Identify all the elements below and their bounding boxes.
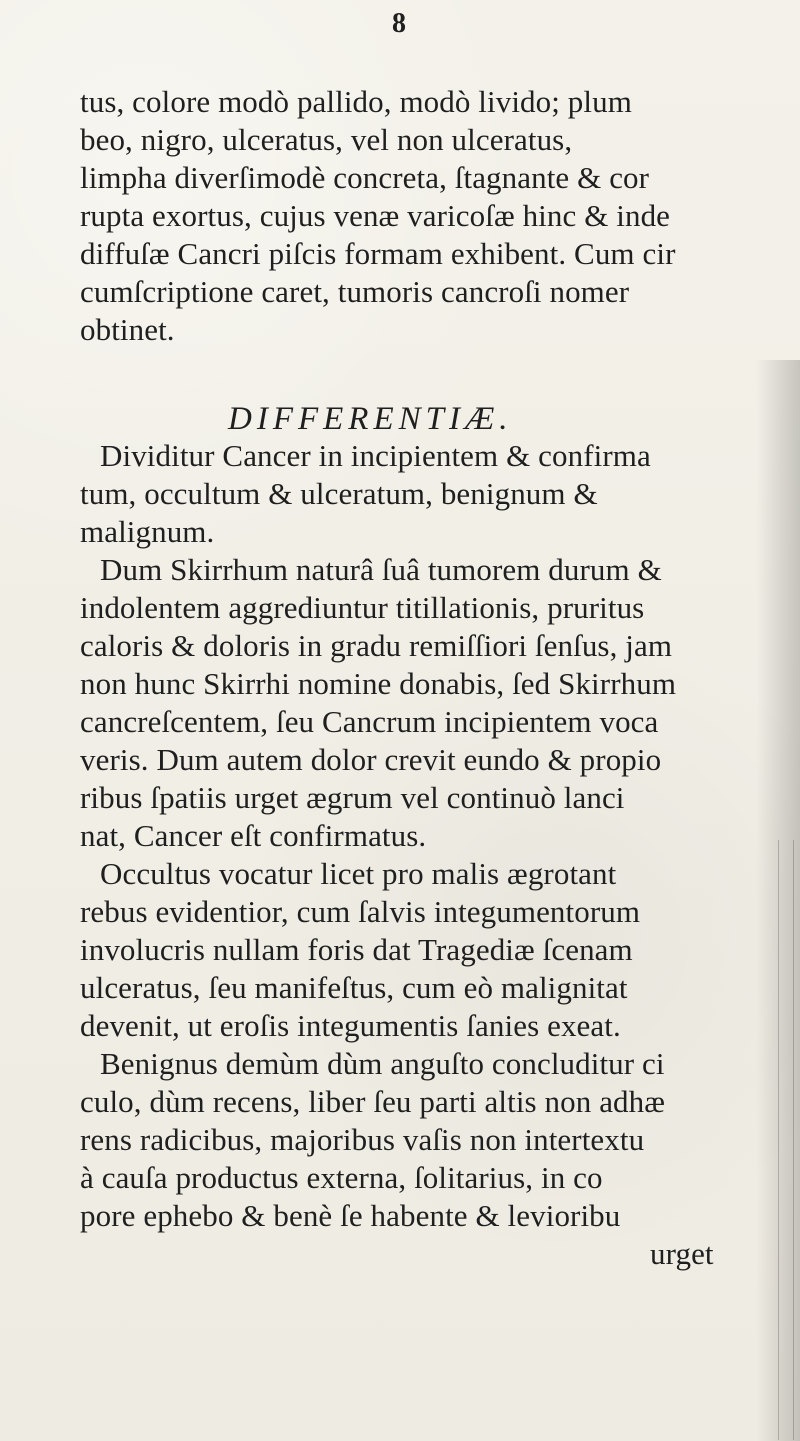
text-line-6: cumſcriptione caret, tumoris cancroſi nomer <box>80 274 630 309</box>
text-line-28: pore ephebo & benè ſe habente & levioribu <box>80 1198 621 1233</box>
text-line-2: beo, nigro, ulceratus, vel non ulceratus, <box>80 122 573 157</box>
text-line-10: malignum. <box>80 514 215 549</box>
text-line-14: non hunc Skirrhi nomine donabis, ſed Skirrhum <box>80 666 677 701</box>
text-line-17: ribus ſpatiis urget ægrum vel continuò lanci <box>80 780 625 815</box>
text-line-24: Benignus demùm dùm anguſto concluditur ci <box>100 1046 665 1081</box>
text-line-26: rens radicibus, majoribus vaſis non intertextu <box>80 1122 645 1157</box>
text-line-1: tus, colore modò pallido, modò livido; plum <box>80 84 632 119</box>
text-line-22: ulceratus, ſeu manifeſtus, cum eò malignitat <box>80 970 628 1005</box>
text-line-7: obtinet. <box>80 312 175 347</box>
text-line-9: tum, occultum & ulceratum, benignum & <box>80 476 598 511</box>
page-number: 8 <box>392 8 406 39</box>
text-line-8: Dividitur Cancer in incipientem & confirma <box>100 438 651 473</box>
text-line-13: caloris & doloris in gradu remiſſiori ſenſus, jam <box>80 628 673 663</box>
text-line-19: Occultus vocatur licet pro malis ægrotant <box>100 856 617 891</box>
text-line-25: culo, dùm recens, liber ſeu parti altis non adhæ <box>80 1084 666 1119</box>
text-line-12: indolentem aggrediuntur titillationis, pruritus <box>80 590 645 625</box>
text-line-18: nat, Cancer eſt confirmatus. <box>80 818 427 853</box>
text-line-5: diffuſæ Cancri piſcis formam exhibent. Cum cir <box>80 236 676 271</box>
text-line-27: à cauſa productus externa, ſolitarius, in co <box>80 1160 603 1195</box>
text-line-23: devenit, ut eroſis integumentis ſanies exeat. <box>80 1008 621 1043</box>
catchword: urget <box>650 1236 714 1271</box>
text-line-4: rupta exortus, cujus venæ varicoſæ hinc & inde <box>80 198 671 233</box>
text-line-3: limpha diverſimodè concreta, ſtagnante & cor <box>80 160 650 195</box>
text-line-16: veris. Dum autem dolor crevit eundo & propio <box>80 742 662 777</box>
text-line-15: cancreſcentem, ſeu Cancrum incipientem voca <box>80 704 659 739</box>
text-line-21: involucris nullam foris dat Tragediæ ſcenam <box>80 932 633 967</box>
text-line-11: Dum Skirrhum naturâ ſuâ tumorem durum & <box>100 552 662 587</box>
section-heading: DIFFERENTIÆ. <box>228 401 513 437</box>
text-line-20: rebus evidentior, cum ſalvis integumentorum <box>80 894 641 929</box>
